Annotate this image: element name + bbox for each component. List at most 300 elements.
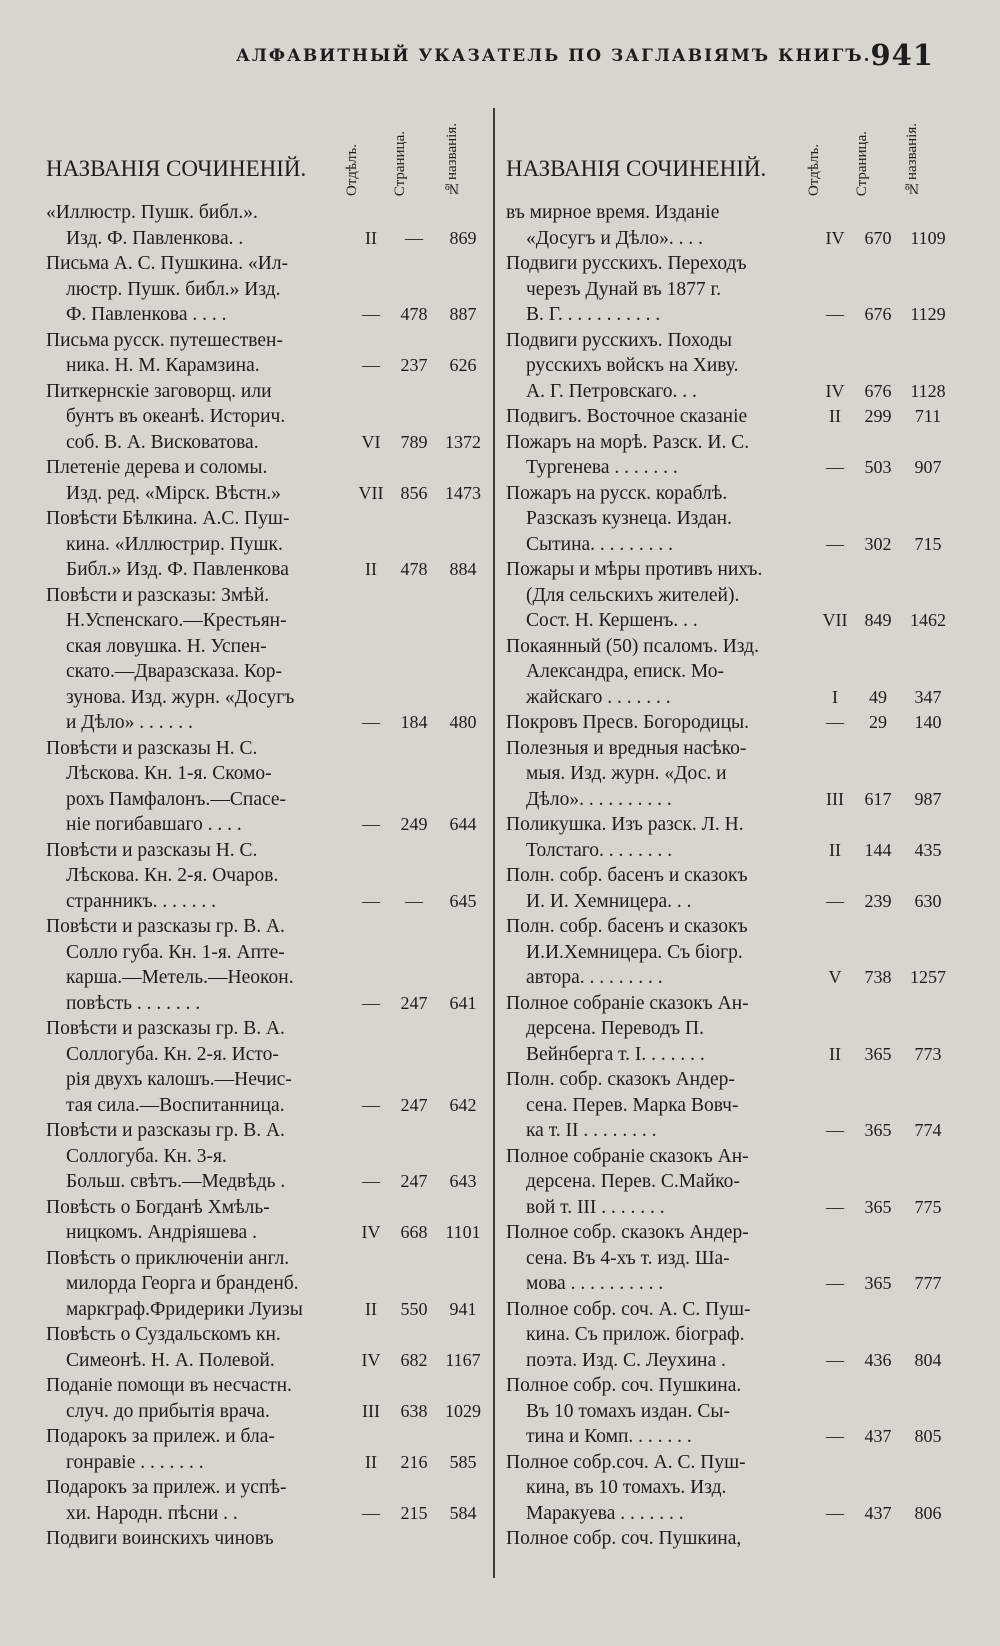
entry-title [506, 914, 816, 991]
entry-title-line: Вейнберга т. I. . . . . . . [526, 1043, 705, 1065]
index-entry [506, 200, 954, 251]
number-cell: 806 [914, 1502, 942, 1523]
entry-numbers [816, 685, 954, 711]
entry-title-line: Толстаго. . . . . . . . [526, 839, 673, 861]
section-cell: IV [825, 380, 845, 401]
entry-title [46, 251, 352, 328]
page-cell: 849 [864, 610, 892, 630]
entry-title-line: Повѣсть о приключеніи англ. [46, 1247, 290, 1269]
index-entry [46, 1118, 488, 1195]
entry-title [46, 1322, 352, 1373]
page-column-heading: Страница. [392, 130, 408, 196]
section-cell: IV [361, 1222, 381, 1242]
section-cell: — [362, 304, 380, 324]
entry-title-line: Поликушка. Изъ разск. Л. Н. [506, 814, 744, 835]
entry-title [46, 506, 352, 583]
entry-title-line: Питкернскіе заговорщ. или [46, 380, 272, 402]
number-cell: 941 [449, 1298, 477, 1319]
page-cell: 437 [864, 1426, 892, 1446]
number-cell: 1257 [910, 967, 946, 987]
column-header [46, 96, 488, 200]
number-cell: 774 [914, 1120, 942, 1140]
page-cell: 184 [400, 712, 428, 732]
page-cell: 668 [400, 1222, 428, 1242]
entry-title-line: Соллогуба. Кн. 3-я. [66, 1145, 227, 1167]
entry-title [46, 1475, 352, 1526]
entry-numbers [352, 1501, 488, 1527]
entry-title-line: Повѣсти и разсказы гр. В. А. [46, 1120, 285, 1141]
entry-title-line: сена. Въ 4-хъ т. изд. Ша- [526, 1247, 730, 1269]
entry-title [46, 838, 352, 915]
index-entry [46, 1475, 488, 1526]
entry-title-line: Н.Успенскаго.—Крестьян- [66, 610, 287, 631]
entry-title [506, 991, 816, 1068]
entry-numbers [816, 1501, 954, 1527]
entry-numbers [816, 965, 954, 991]
number-cell: 773 [914, 1043, 942, 1064]
index-entry [46, 328, 488, 379]
entry-title-line: Пожаръ на русск. кораблѣ. [506, 482, 728, 504]
entry-title-line: Ф. Павленкова . . . . [66, 304, 227, 325]
number-cell: 777 [914, 1273, 942, 1293]
number-cell: 1101 [445, 1222, 481, 1242]
index-entry [506, 328, 954, 405]
entry-numbers [352, 481, 488, 507]
entry-title [46, 1195, 352, 1246]
index-entry [506, 1450, 954, 1527]
number-cell: 1129 [910, 304, 946, 324]
page-cell: 302 [864, 533, 892, 554]
page-cell: 682 [400, 1349, 428, 1370]
index-entry [46, 838, 488, 915]
entry-numbers [816, 302, 954, 328]
page-cell: 365 [864, 1120, 892, 1140]
entry-title-line: ницкомъ. Андріяшева . [66, 1222, 257, 1243]
index-entry [506, 1373, 954, 1450]
section-cell: II [365, 1451, 377, 1472]
page-cell: 49 [869, 686, 887, 707]
section-cell: — [362, 355, 380, 375]
entry-numbers [352, 1348, 488, 1374]
entry-title-line: Повѣсти и разсказы Н. С. [46, 737, 258, 759]
entry-title [46, 200, 352, 251]
number-cell: 626 [449, 355, 477, 375]
entry-title-line: дерсена. Переводъ П. [526, 1018, 704, 1039]
entry-title [506, 1526, 816, 1552]
entry-numbers [816, 1271, 954, 1297]
entry-title-line: странникъ. . . . . . . [66, 890, 217, 912]
number-cell: 643 [449, 1171, 477, 1191]
number-cell: 884 [449, 559, 477, 579]
page-cell: 550 [400, 1298, 428, 1319]
entry-title-line: бунтъ въ океанѣ. Историч. [66, 406, 286, 427]
page-cell: 738 [864, 967, 892, 987]
number-cell: 715 [914, 533, 942, 554]
section-cell: VI [361, 431, 381, 452]
entry-numbers [352, 991, 488, 1017]
section-cell: — [826, 1273, 844, 1293]
entry-numbers [352, 1450, 488, 1476]
section-cell: — [362, 890, 380, 911]
entry-title-line: Повѣсть о Суздальскомъ кн. [46, 1324, 281, 1345]
index-entry [506, 1526, 954, 1552]
number-cell: 711 [914, 406, 942, 426]
entry-numbers [352, 353, 488, 379]
entry-title-line: Разсказъ кузнеца. Издан. [526, 508, 732, 529]
index-entry [46, 251, 488, 328]
column-divider [493, 108, 495, 1578]
number-cell [902, 1526, 954, 1552]
entry-title-line: И.И.Хемницера. Съ біогр. [526, 941, 743, 963]
section-cell: VII [358, 482, 384, 503]
entry-numbers [816, 226, 954, 252]
entry-title [506, 1144, 816, 1221]
entry-numbers [352, 812, 488, 838]
entry-title [46, 914, 352, 1016]
entry-title [46, 1424, 352, 1475]
entry-title-line: Полное собраніе сказокъ Ан- [506, 992, 749, 1014]
entry-title [506, 328, 816, 405]
entry-title-line: Полное собр.соч. А. С. Пуш- [506, 1451, 746, 1473]
entry-title-line: черезъ Дунай въ 1877 г. [526, 278, 722, 300]
section-cell: — [362, 712, 380, 732]
entry-numbers [352, 557, 488, 583]
entry-title [46, 1246, 352, 1323]
page-cell: 478 [400, 559, 428, 579]
entry-title-line: сена. Перев. Марка Вовч- [526, 1094, 739, 1116]
entry-title-line: въ мирное время. Изданіе [506, 202, 720, 223]
entry-numbers [352, 889, 488, 915]
entry-title [46, 1373, 352, 1424]
page-cell: 503 [864, 457, 892, 477]
index-entry [46, 455, 488, 506]
page-cell: 144 [864, 839, 892, 860]
entry-numbers [816, 532, 954, 558]
entry-title-line: Подарокъ за прилеж. и успѣ- [46, 1477, 287, 1498]
running-header [46, 38, 934, 78]
page-cell: 670 [864, 227, 892, 248]
entry-title-line: Маракуева . . . . . . . [526, 1502, 684, 1524]
entry-title [506, 557, 816, 634]
number-cell: 140 [914, 712, 942, 732]
entry-numbers [816, 404, 954, 430]
entry-title-line: Изд. ред. «Мірск. Вѣстн.» [66, 482, 281, 504]
index-entry [46, 1424, 488, 1475]
entry-title-line: Сост. Н. Кершенъ. . . [526, 610, 698, 631]
section-column-heading: Отдѣлъ. [344, 144, 360, 196]
entry-numbers [352, 302, 488, 328]
index-entry [506, 481, 954, 558]
section-cell: — [826, 533, 844, 554]
page-cell: 436 [864, 1349, 892, 1370]
page-cell: 478 [400, 304, 428, 324]
section-cell: — [826, 1426, 844, 1446]
entry-title-line: Дѣло». . . . . . . . . . [526, 788, 672, 810]
entry-title-line: Солло губа. Кн. 1-я. Апте- [66, 941, 285, 963]
entry-title-line: В. Г. . . . . . . . . . . [526, 304, 661, 325]
number-cell: 630 [914, 890, 942, 911]
index-entry [506, 251, 954, 328]
number-cell [438, 1526, 488, 1552]
section-cell: — [826, 1196, 844, 1217]
number-cell: 585 [449, 1451, 477, 1472]
entry-title-line: мова . . . . . . . . . . [526, 1273, 664, 1294]
index-entry [506, 863, 954, 914]
entry-numbers [816, 379, 954, 405]
number-cell: 641 [449, 992, 477, 1013]
index-entry [506, 1220, 954, 1297]
number-column-heading: №названія. [444, 123, 460, 196]
page-cell: 617 [864, 788, 892, 809]
section-cell: — [826, 457, 844, 477]
entry-title-line: Полн. собр. басенъ и сказокъ [506, 916, 748, 937]
section-cell: — [362, 992, 380, 1013]
index-entry [46, 1016, 488, 1118]
page-cell: 249 [400, 814, 428, 834]
entry-title-line: Подвиги воинскихъ чиновъ [46, 1528, 274, 1549]
entry-title [46, 1016, 352, 1118]
section-cell: VII [822, 610, 848, 630]
entry-title-line: А. Г. Петровскаго. . . [526, 380, 697, 402]
number-cell: 1372 [445, 431, 481, 452]
index-entry [506, 557, 954, 634]
entry-title-line: скато.—Дваразсказа. Кор- [66, 661, 283, 682]
section-cell: II [365, 227, 377, 248]
page-cell [854, 1526, 902, 1552]
entry-title-line: жайскаго . . . . . . . [526, 686, 671, 708]
number-cell: 435 [914, 839, 942, 860]
number-cell: 347 [914, 686, 942, 707]
entry-numbers [352, 1220, 488, 1246]
entry-title [506, 1373, 816, 1450]
entry-title-line: Подвиги русскихъ. Походы [506, 329, 733, 351]
entry-title [46, 1526, 352, 1552]
section-cell: V [828, 967, 842, 987]
page-cell: 29 [869, 712, 887, 732]
section-cell: — [362, 1094, 380, 1115]
entry-numbers [816, 787, 954, 813]
number-cell: 644 [449, 814, 477, 834]
entry-title-line: «Иллюстр. Пушк. библ.». [46, 202, 258, 223]
page-cell: 247 [400, 1171, 428, 1191]
section-cell: — [826, 1502, 844, 1523]
entry-title [506, 1067, 816, 1144]
entry-numbers [352, 1399, 488, 1425]
page-cell: 856 [400, 482, 428, 503]
index-entry [506, 634, 954, 711]
entry-title-line: Письма А. С. Пушкина. «Ил- [46, 253, 289, 274]
entry-title [46, 379, 352, 456]
page-cell: 247 [400, 992, 428, 1013]
number-cell: 1167 [445, 1349, 481, 1370]
entry-numbers [816, 1195, 954, 1221]
page-cell: — [405, 227, 423, 248]
entry-title-line: Полезныя и вредныя насѣко- [506, 737, 747, 759]
index-entry [506, 404, 954, 430]
index-entry [46, 1526, 488, 1552]
entry-title-line: Больш. свѣтъ.—Медвѣдь . [66, 1171, 286, 1192]
entry-numbers [352, 1093, 488, 1119]
entry-title [506, 1297, 816, 1374]
index-entry [46, 379, 488, 456]
index-entry [46, 736, 488, 838]
entry-title-line: кина. «Иллюстрир. Пушк. [66, 533, 283, 555]
entry-title-line: Плетеніе дерева и соломы. [46, 457, 268, 478]
entry-title [506, 1450, 816, 1527]
section-cell: — [826, 304, 844, 324]
entry-title-line: ніе погибавшаго . . . . [66, 814, 242, 835]
entry-title-line: русскихъ войскъ на Хиву. [526, 355, 739, 376]
entry-title-line: «Досугъ и Дѣло». . . . [526, 227, 703, 249]
section-cell: II [829, 406, 841, 426]
page-cell: 216 [400, 1451, 428, 1472]
entry-title-line: И. И. Хемницера. . . [526, 890, 692, 912]
number-cell: 1462 [910, 610, 946, 630]
entry-title-line: Полное собр. соч. Пушкина, [506, 1528, 742, 1549]
entry-title [506, 200, 816, 251]
entry-title-line: гонравіе . . . . . . . [66, 1451, 204, 1473]
entry-title-line: Сытина. . . . . . . . . [526, 533, 674, 555]
section-cell: II [829, 1043, 841, 1064]
section-cell [352, 1526, 390, 1552]
entry-title-line: карша.—Метель.—Неокон. [66, 967, 294, 988]
page-cell: 676 [864, 304, 892, 324]
entry-title-line: мыя. Изд. журн. «Дос. и [526, 763, 727, 784]
number-cell: 887 [449, 304, 477, 324]
entry-title-line: дерсена. Перев. С.Майко- [526, 1171, 740, 1192]
page-cell: 437 [864, 1502, 892, 1523]
entry-title-line: Соллогуба. Кн. 2-я. Исто- [66, 1043, 279, 1065]
section-cell: II [365, 1298, 377, 1319]
entry-title-line: Пожары и мѣры противъ нихъ. [506, 559, 763, 580]
column-title: НАЗВАНІЯ СОЧИНЕНІЙ. [506, 156, 767, 181]
page-cell: 299 [864, 406, 892, 426]
entry-numbers [816, 1118, 954, 1144]
page-cell: 676 [864, 380, 892, 401]
entry-title-line: Въ 10 томахъ издан. Сы- [526, 1400, 730, 1422]
entry-numbers [816, 838, 954, 864]
entry-title-line: Покровъ Пресв. Богородицы. [506, 712, 749, 733]
entry-title-line: Подвиги русскихъ. Переходъ [506, 253, 747, 274]
page-cell: 215 [400, 1502, 428, 1523]
entry-title-line: автора. . . . . . . . . [526, 967, 663, 988]
entry-title-line: вой т. III . . . . . . . [526, 1196, 665, 1218]
index-entry [506, 710, 954, 736]
entry-title [46, 736, 352, 838]
entry-title-line: Письма русск. путешествен- [46, 329, 283, 351]
number-column-heading: №названія. [904, 123, 920, 196]
entry-title [506, 710, 816, 736]
number-cell: 642 [449, 1094, 477, 1115]
index-entry [46, 1322, 488, 1373]
entry-title-line: повѣсть . . . . . . . [66, 992, 201, 1014]
entry-title-line: и Дѣло» . . . . . . [66, 712, 193, 733]
entry-numbers [816, 608, 954, 634]
index-entry [506, 1067, 954, 1144]
page-cell: 239 [864, 890, 892, 911]
entry-title-line: Полн. собр. сказокъ Андер- [506, 1069, 735, 1090]
entry-title-line: соб. В. А. Висковатова. [66, 431, 259, 453]
page-cell: 638 [400, 1400, 428, 1421]
index-entry [506, 430, 954, 481]
page-cell: 237 [400, 355, 428, 375]
number-cell: 907 [914, 457, 942, 477]
entry-title-line: люстр. Пушк. библ.» Изд. [66, 278, 281, 300]
entry-title-line: Александра, еписк. Мо- [526, 661, 725, 682]
section-cell: IV [361, 1349, 381, 1370]
entry-numbers [816, 1042, 954, 1068]
entry-numbers [352, 710, 488, 736]
page-cell: 365 [864, 1196, 892, 1217]
entry-title [506, 634, 816, 711]
section-cell: — [362, 1502, 380, 1523]
entry-title-line: Полное собр. сказокъ Андер- [506, 1222, 749, 1243]
entry-title-line: кина. Съ прилож. біограф. [526, 1324, 745, 1345]
entry-title-line: поэта. Изд. С. Леухина . [526, 1349, 726, 1371]
entry-title-line: Симеонѣ. Н. А. Полевой. [66, 1349, 275, 1371]
index-entry [506, 914, 954, 991]
section-cell [816, 1526, 854, 1552]
entry-title-line: Тургенева . . . . . . . [526, 457, 678, 478]
column-header [506, 96, 954, 200]
entry-title-line: Повѣсть о Богданѣ Хмѣль- [46, 1196, 270, 1218]
entry-title-line: кина, въ 10 томахъ. Изд. [526, 1477, 727, 1498]
entry-numbers [816, 1424, 954, 1450]
index-entry [506, 1297, 954, 1374]
entry-title-line: Лѣскова. Кн. 1-я. Скомо- [66, 763, 272, 784]
entry-title-line: Подарокъ за прилеж. и бла- [46, 1426, 275, 1447]
entry-title [46, 328, 352, 379]
entry-title-line: рохъ Памфалонъ.—Спасе- [66, 788, 287, 810]
entry-title-line: ка т. II . . . . . . . . [526, 1120, 657, 1141]
column-title: НАЗВАНІЯ СОЧИНЕНІЙ. [46, 156, 307, 181]
section-cell: — [826, 890, 844, 911]
left-column [46, 96, 488, 1552]
entry-title-line: Повѣсти и разсказы гр. В. А. [46, 1018, 285, 1039]
index-entry [506, 812, 954, 863]
entry-title [506, 251, 816, 328]
section-cell: — [362, 1171, 380, 1191]
index-entry [506, 1144, 954, 1221]
section-cell: III [826, 788, 844, 809]
page-number: 941 [870, 38, 934, 72]
page-cell: 365 [864, 1273, 892, 1293]
section-cell: — [826, 712, 844, 732]
entry-numbers [816, 710, 954, 736]
index-entries-right [506, 200, 954, 1552]
entry-title [46, 1118, 352, 1195]
index-entries-left [46, 200, 488, 1552]
entry-title [506, 430, 816, 481]
number-cell: 1109 [910, 227, 946, 248]
section-column-heading: Отдѣлъ. [806, 144, 822, 196]
entry-numbers [352, 430, 488, 456]
page-cell: 365 [864, 1043, 892, 1064]
section-cell: — [826, 1120, 844, 1140]
entry-title-line: зунова. Изд. журн. «Досугъ [66, 686, 295, 708]
section-cell: — [362, 814, 380, 834]
entry-numbers [352, 1169, 488, 1195]
index-entry [506, 736, 954, 813]
entry-title-line: ника. Н. М. Карамзина. [66, 355, 260, 376]
entry-title-line: Повѣсти и разсказы: Змѣй. [46, 584, 270, 606]
number-cell: 480 [449, 712, 477, 732]
entry-title-line: Повѣсти и разсказы гр. В. А. [46, 916, 285, 937]
entry-title-line: Покаянный (50) псаломъ. Изд. [506, 635, 759, 657]
entry-title-line: тая сила.—Воспитанница. [66, 1094, 285, 1116]
number-cell: 775 [914, 1196, 942, 1217]
page-cell: — [405, 890, 423, 911]
